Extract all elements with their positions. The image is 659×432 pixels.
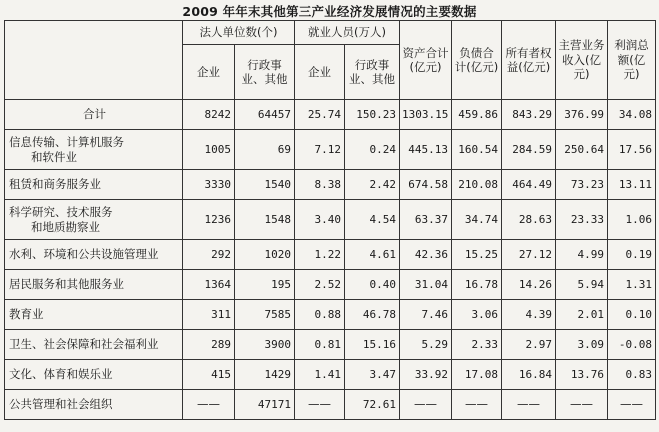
cell-value: 1548 — [235, 200, 295, 240]
cell-value: 27.12 — [502, 240, 556, 270]
header-revenue: 主营业务收入(亿元) — [556, 21, 608, 100]
table-row — [5, 330, 656, 360]
cell-value: 33.92 — [400, 360, 452, 390]
row-label — [5, 270, 183, 300]
cell-value: 311 — [183, 300, 235, 330]
cell-value: -0.08 — [608, 330, 656, 360]
cell-value: 4.61 — [345, 240, 400, 270]
table-title: 2009 年年末其他第三产业经济发展情况的主要数据 — [182, 4, 477, 19]
row-label — [5, 240, 183, 270]
row-label-line1: 科学研究、技术服务 — [9, 204, 113, 219]
cell-value: 2.97 — [502, 330, 556, 360]
cell-value: —— — [502, 390, 556, 420]
cell-value: 0.83 — [608, 360, 656, 390]
cell-value: 1540 — [235, 170, 295, 200]
row-label-line2: 和软件业 — [31, 149, 77, 164]
cell-value: 195 — [235, 270, 295, 300]
cell-value: 3330 — [183, 170, 235, 200]
cell-value: —— — [452, 390, 502, 420]
cell-value: 72.61 — [345, 390, 400, 420]
cell-value: 16.84 — [502, 360, 556, 390]
table-row — [5, 360, 656, 390]
row-label — [5, 330, 183, 360]
cell-value: 1303.15 — [400, 100, 452, 130]
cell-value: 0.24 — [345, 130, 400, 170]
cell-value: 23.33 — [556, 200, 608, 240]
header-legal-entities: 法人单位数(个) — [183, 21, 295, 45]
row-label — [5, 300, 183, 330]
row-label-line2: 和地质勘察业 — [31, 219, 100, 234]
header-assets: 资产合计(亿元) — [400, 21, 452, 100]
cell-value: 284.59 — [502, 130, 556, 170]
table-body — [5, 100, 656, 420]
cell-value: 31.04 — [400, 270, 452, 300]
table-row — [5, 240, 656, 270]
row-label-line1: 文化、体育和娱乐业 — [9, 367, 113, 381]
cell-value: 0.19 — [608, 240, 656, 270]
cell-value: 4.39 — [502, 300, 556, 330]
table-row — [5, 270, 656, 300]
cell-value: 5.94 — [556, 270, 608, 300]
cell-value: 2.52 — [295, 270, 345, 300]
cell-value: 3.06 — [452, 300, 502, 330]
cell-value: 13.11 — [608, 170, 656, 200]
row-label-line1: 水利、环境和公共设施管理业 — [9, 247, 159, 261]
table-row — [5, 300, 656, 330]
cell-value: 459.86 — [452, 100, 502, 130]
cell-value: 8242 — [183, 100, 235, 130]
table-row — [5, 390, 656, 420]
cell-value: 47171 — [235, 390, 295, 420]
header-enterprise-2: 企业 — [295, 45, 345, 100]
cell-value: 28.63 — [502, 200, 556, 240]
row-label — [5, 170, 183, 200]
row-label-line1: 信息传输、计算机服务 — [9, 134, 124, 149]
cell-value: 674.58 — [400, 170, 452, 200]
cell-value: 0.88 — [295, 300, 345, 330]
cell-value: 15.16 — [345, 330, 400, 360]
cell-value: 14.26 — [502, 270, 556, 300]
row-label — [5, 100, 183, 130]
cell-value: 2.01 — [556, 300, 608, 330]
row-label — [5, 360, 183, 390]
table-row — [5, 200, 656, 240]
cell-value: 34.74 — [452, 200, 502, 240]
cell-value: 1429 — [235, 360, 295, 390]
header-admin-1: 行政事业、其他 — [235, 45, 295, 100]
row-label-line1: 教育业 — [9, 307, 44, 321]
header-employees: 就业人员(万人) — [295, 21, 400, 45]
cell-value: 3.47 — [345, 360, 400, 390]
cell-value: 289 — [183, 330, 235, 360]
cell-value: 1.31 — [608, 270, 656, 300]
cell-value: 250.64 — [556, 130, 608, 170]
cell-value: 1236 — [183, 200, 235, 240]
header-equity: 所有者权益(亿元) — [502, 21, 556, 100]
table-row — [5, 170, 656, 200]
cell-value: —— — [556, 390, 608, 420]
cell-value: 4.99 — [556, 240, 608, 270]
cell-value: 73.23 — [556, 170, 608, 200]
row-label-line1: 卫生、社会保障和社会福利业 — [9, 337, 159, 351]
cell-value: 42.36 — [400, 240, 452, 270]
cell-value: 64457 — [235, 100, 295, 130]
cell-value: 1.22 — [295, 240, 345, 270]
cell-value: 415 — [183, 360, 235, 390]
cell-value: 46.78 — [345, 300, 400, 330]
cell-value: 1020 — [235, 240, 295, 270]
header-liabilities: 负债合计(亿元) — [452, 21, 502, 100]
cell-value: 2.42 — [345, 170, 400, 200]
cell-value: 150.23 — [345, 100, 400, 130]
cell-value: 0.81 — [295, 330, 345, 360]
cell-value: —— — [608, 390, 656, 420]
table-row — [5, 130, 656, 170]
header-profit: 利润总额(亿元) — [608, 21, 656, 100]
cell-value: 445.13 — [400, 130, 452, 170]
cell-value: 464.49 — [502, 170, 556, 200]
header-admin-2: 行政事业、其他 — [345, 45, 400, 100]
row-label-line1: 居民服务和其他服务业 — [9, 277, 124, 291]
cell-value: —— — [400, 390, 452, 420]
data-table — [4, 20, 656, 420]
cell-value: 63.37 — [400, 200, 452, 240]
cell-value: 1364 — [183, 270, 235, 300]
cell-value: 17.08 — [452, 360, 502, 390]
cell-value: 8.38 — [295, 170, 345, 200]
cell-value: 292 — [183, 240, 235, 270]
cell-value: 34.08 — [608, 100, 656, 130]
row-label — [5, 130, 183, 170]
row-label — [5, 200, 183, 240]
header-blank — [5, 21, 183, 100]
cell-value: 17.56 — [608, 130, 656, 170]
cell-value: 3900 — [235, 330, 295, 360]
cell-value: 0.40 — [345, 270, 400, 300]
cell-value: 210.08 — [452, 170, 502, 200]
table-row — [5, 100, 656, 130]
cell-value: 3.09 — [556, 330, 608, 360]
cell-value: 5.29 — [400, 330, 452, 360]
cell-value: 160.54 — [452, 130, 502, 170]
cell-value: 69 — [235, 130, 295, 170]
cell-value: 2.33 — [452, 330, 502, 360]
cell-value: —— — [183, 390, 235, 420]
cell-value: 4.54 — [345, 200, 400, 240]
cell-value: 13.76 — [556, 360, 608, 390]
cell-value: 7.46 — [400, 300, 452, 330]
cell-value: 15.25 — [452, 240, 502, 270]
cell-value: 25.74 — [295, 100, 345, 130]
cell-value: 7585 — [235, 300, 295, 330]
cell-value: 376.99 — [556, 100, 608, 130]
row-label-line1: 合计 — [83, 107, 106, 121]
cell-value: 1.06 — [608, 200, 656, 240]
cell-value: 0.10 — [608, 300, 656, 330]
row-label-line1: 公共管理和社会组织 — [9, 397, 113, 411]
row-label-line1: 租赁和商务服务业 — [9, 177, 101, 191]
cell-value: 16.78 — [452, 270, 502, 300]
cell-value: 843.29 — [502, 100, 556, 130]
cell-value: 7.12 — [295, 130, 345, 170]
cell-value: 1005 — [183, 130, 235, 170]
row-label — [5, 390, 183, 420]
cell-value: 1.41 — [295, 360, 345, 390]
cell-value: 3.40 — [295, 200, 345, 240]
cell-value: —— — [295, 390, 345, 420]
header-enterprise-1: 企业 — [183, 45, 235, 100]
